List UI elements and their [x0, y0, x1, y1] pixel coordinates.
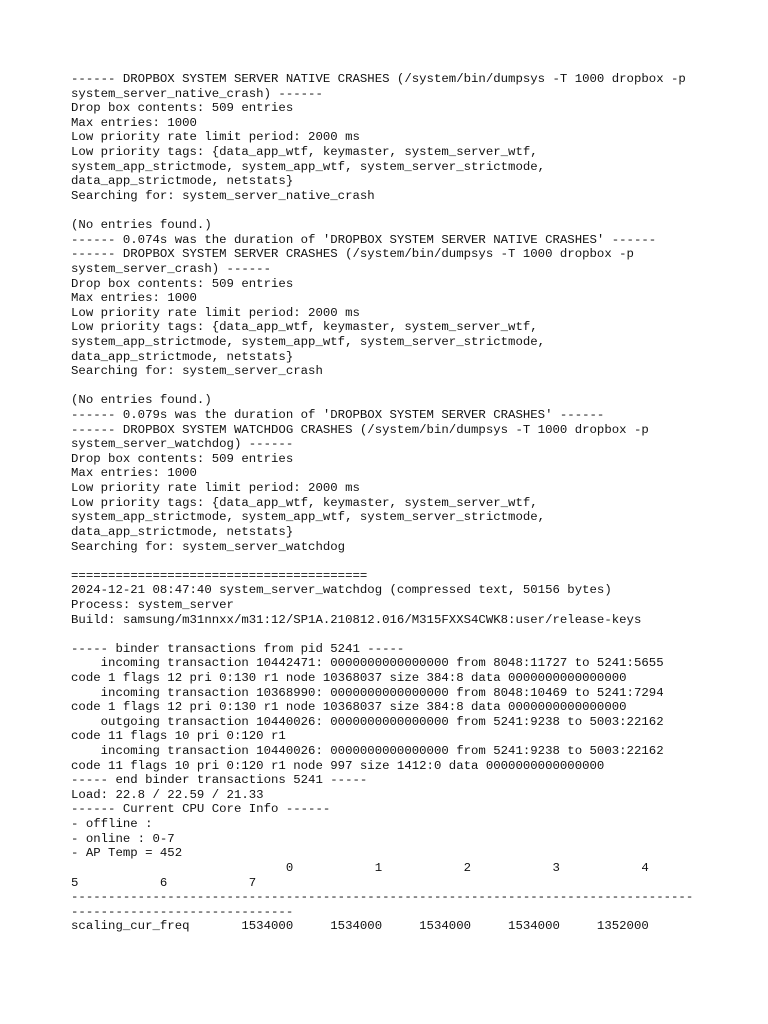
log-line: scaling_cur_freq 1534000 1534000 1534000 1534000 1352000: [71, 919, 649, 934]
log-line: ------ Current CPU Core Info ------: [71, 802, 331, 817]
log-line: Low priority tags: {data_app_wtf, keymaster, system_server_wtf,: [71, 320, 538, 335]
log-line: - online : 0-7: [71, 831, 175, 846]
log-line: system_app_strictmode, system_app_wtf, system_server_strictmode,: [71, 159, 546, 174]
log-line: data_app_strictmode, netstats}: [71, 524, 294, 539]
log-line: code 1 flags 12 pri 0:130 r1 node 10368037 size 384:8 data 0000000000000000: [71, 700, 627, 715]
log-line: 0 1 2 3 4: [71, 860, 649, 875]
log-line: Low priority tags: {data_app_wtf, keymaster, system_server_wtf,: [71, 495, 538, 510]
log-line: (No entries found.): [71, 218, 212, 233]
log-line: Max entries: 1000: [71, 115, 197, 130]
log-line: Searching for: system_server_watchdog: [71, 539, 346, 554]
log-line: [71, 379, 711, 394]
log-line: [71, 203, 711, 218]
log-line: [71, 554, 711, 569]
log-line: outgoing transaction 10440026: 0000000000000000 from 5241:9238 to 5003:22162: [71, 714, 664, 729]
log-line: Low priority rate limit period: 2000 ms: [71, 305, 360, 320]
log-line: system_server_native_crash) ------: [71, 86, 323, 101]
log-line: Process: system_server: [71, 597, 234, 612]
log-line: Max entries: 1000: [71, 291, 197, 306]
log-line: ------ DROPBOX SYSTEM WATCHDOG CRASHES (/system/bin/dumpsys -T 1000 dropbox -p: [71, 422, 649, 437]
log-line: ------ 0.079s was the duration of 'DROPBOX SYSTEM SERVER CRASHES' ------: [71, 408, 605, 423]
log-line: ----- end binder transactions 5241 -----: [71, 773, 368, 788]
log-line: Low priority rate limit period: 2000 ms: [71, 130, 360, 145]
log-line: - AP Temp = 452: [71, 846, 183, 861]
log-line: incoming transaction 10442471: 0000000000000000 from 8048:11727 to 5241:5655: [71, 656, 664, 671]
log-line: ------ DROPBOX SYSTEM SERVER NATIVE CRASHES (/system/bin/dumpsys -T 1000 dropbox -p: [71, 72, 686, 86]
log-line: Drop box contents: 509 entries: [71, 101, 294, 116]
log-line: data_app_strictmode, netstats}: [71, 349, 294, 364]
log-line: Low priority tags: {data_app_wtf, keymaster, system_server_wtf,: [71, 145, 538, 160]
log-line: Build: samsung/m31nnxx/m31:12/SP1A.210812.016/M315FXXS4CWK8:user/release-keys: [71, 612, 642, 627]
log-line: Max entries: 1000: [71, 466, 197, 481]
log-line: - offline :: [71, 817, 153, 832]
log-line: ----- binder transactions from pid 5241 -----: [71, 641, 405, 656]
log-line: [71, 627, 711, 642]
log-line: Searching for: system_server_crash: [71, 364, 323, 379]
log-line: ------ 0.074s was the duration of 'DROPBOX SYSTEM SERVER NATIVE CRASHES' ------: [71, 232, 657, 247]
log-line: Drop box contents: 509 entries: [71, 276, 294, 291]
log-line: Drop box contents: 509 entries: [71, 451, 294, 466]
log-line: system_app_strictmode, system_app_wtf, system_server_strictmode,: [71, 334, 546, 349]
log-line: Searching for: system_server_native_crash: [71, 188, 375, 203]
log-document: [71, 72, 711, 934]
log-line: ------------------------------: [71, 904, 294, 919]
log-line: incoming transaction 10440026: 0000000000000000 from 5241:9238 to 5003:22162: [71, 744, 664, 759]
log-line: 5 6 7: [71, 875, 257, 890]
log-line: Low priority rate limit period: 2000 ms: [71, 481, 360, 496]
log-line: code 1 flags 12 pri 0:130 r1 node 10368037 size 384:8 data 0000000000000000: [71, 670, 627, 685]
log-line: Load: 22.8 / 22.59 / 21.33: [71, 787, 264, 802]
log-line: data_app_strictmode, netstats}: [71, 174, 294, 189]
log-line: system_app_strictmode, system_app_wtf, system_server_strictmode,: [71, 510, 546, 525]
log-line: ========================================: [71, 568, 368, 583]
log-line: 2024-12-21 08:47:40 system_server_watchdog (compressed text, 50156 bytes): [71, 583, 612, 598]
log-line: ------------------------------------------------------------------------------------: [71, 890, 694, 905]
log-line: code 11 flags 10 pri 0:120 r1 node 997 size 1412:0 data 0000000000000000: [71, 758, 605, 773]
log-line: code 11 flags 10 pri 0:120 r1: [71, 729, 286, 744]
log-line: (No entries found.): [71, 393, 212, 408]
log-line: system_server_watchdog) ------: [71, 437, 294, 452]
log-line: ------ DROPBOX SYSTEM SERVER CRASHES (/system/bin/dumpsys -T 1000 dropbox -p: [71, 247, 634, 262]
log-line: system_server_crash) ------: [71, 261, 272, 276]
log-line: incoming transaction 10368990: 0000000000000000 from 8048:10469 to 5241:7294: [71, 685, 664, 700]
